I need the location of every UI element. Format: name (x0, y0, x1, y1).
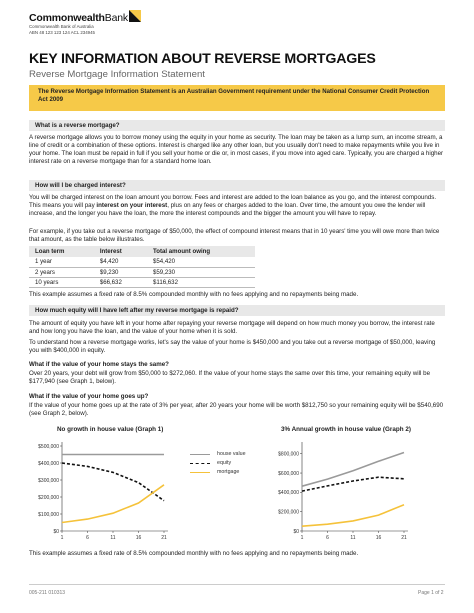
section-heading-charged: How will I be charged interest? (29, 180, 445, 191)
y-tick-label: $600,000 (278, 470, 299, 477)
table-cell: $59,230 (147, 267, 255, 277)
table-cell: $4,420 (94, 257, 147, 267)
graph1-title: No growth in house value (Graph 1) (57, 426, 164, 433)
x-tick-label: 16 (135, 535, 142, 541)
graph2-chart (264, 436, 414, 548)
graph2-title: 3% Annual growth in house value (Graph 2) (281, 426, 411, 433)
page-subtitle: Reverse Mortgage Information Statement (29, 69, 205, 80)
table-cell: 1 year (29, 257, 94, 267)
y-tick-label: $200,000 (278, 509, 299, 516)
legend-swatch-house (190, 454, 210, 455)
x-tick-label: 21 (401, 535, 407, 541)
y-tick-label: $300,000 (38, 477, 59, 484)
x-tick-label: 6 (326, 535, 329, 541)
y-tick-label: $200,000 (38, 494, 59, 501)
table-row (29, 257, 255, 267)
legend-swatch-equity (190, 463, 210, 464)
legend-item-equity (190, 459, 270, 468)
section-text-equity: The amount of equity you have left in your home after repaying your reverse mortgage will depend on how much money you borrow, the interest rate and how long you have the loan, and the value of your home when it is sold. (29, 320, 435, 335)
bank-logo-icon (129, 10, 141, 22)
bank-details-line2: ABN 48 123 123 124 ACL 234945 (29, 29, 95, 35)
legend-label-equity: equity (217, 460, 232, 466)
y-tick-label: $100,000 (38, 511, 59, 518)
table-cell: 2 years (29, 267, 94, 277)
legend-label-house: house value (217, 451, 246, 457)
section-text-what: A reverse mortgage allows you to borrow money using the equity in your home as security. The loan may be taken as a lump sum, an income stream, a line of credit or a combination of these options. Interest is charged like any other loan, but you usually don't need to make repayments while you live in your home. The loan must be repaid in full if you sell your home or die or, in most cases, if you move into aged care. Typically, you are charged a higher interest rate on a reverse mortgage than for a standard home loan. (29, 134, 444, 165)
subheading-same-value: What if the value of your home stays the same? (29, 361, 169, 368)
page-title: KEY INFORMATION ABOUT REVERSE MORTGAGES (29, 51, 376, 67)
section-text-equity-example: To understand how a reverse mortgage works, let's say the value of your home is $450,000 and you take out a reverse mortgage of $50,000, leaving you with $400,000 in equity. (29, 339, 436, 354)
text-same-value: Over 20 years, your debt will grow from $50,000 to $272,060. If the value of your home stays the same over this time, your remaining equity will be $177,940 (see Graph 1, below). (29, 370, 431, 385)
government-notice: The Reverse Mortgage Information Statement is an Australian Government requirement under the National Consumer Credit Protection Act 2009 (29, 85, 445, 111)
y-tick-label: $0 (293, 528, 299, 535)
footer-divider (29, 584, 445, 585)
x-tick-label: 11 (350, 535, 356, 541)
section-heading-what: What is a reverse mortgage? (29, 120, 445, 131)
equity-line (302, 477, 404, 491)
text-value-up: If the value of your home goes up at the rate of 3% per year, after 20 years your home will be worth $812,750 so your remaining equity will be $540,690 (see Graph 2, below). (29, 402, 444, 417)
x-tick-label: 11 (110, 535, 116, 541)
table-cell: $66,632 (94, 277, 147, 287)
graph1-chart (24, 436, 174, 548)
table-row (29, 267, 255, 277)
table-cell: $54,420 (147, 257, 255, 267)
table-cell: $116,632 (147, 277, 255, 287)
x-tick-label: 16 (375, 535, 382, 541)
bank-details-line1: Commonwealth Bank of Australia (29, 24, 94, 29)
page-number: Page 1 of 2 (418, 590, 444, 596)
subheading-value-up: What if the value of your home goes up? (29, 393, 149, 400)
table-header-row (29, 246, 255, 257)
table-cell: $9,230 (94, 267, 147, 277)
bank-logo-text: CommonwealthBank (29, 12, 128, 24)
graph-note: This example assumes a fixed rate of 8.5% compounded monthly with no fees applying and no repayments being made. (29, 550, 359, 557)
bank-header (29, 12, 449, 44)
x-tick-label: 1 (300, 535, 304, 541)
graph-legend (190, 450, 270, 477)
y-tick-label: $400,000 (38, 460, 59, 467)
x-tick-label: 1 (60, 535, 64, 541)
legend-item-mortgage (190, 468, 270, 477)
table-row (29, 277, 255, 287)
loan-table (29, 246, 255, 288)
section-text-charged: You will be charged interest on the loan amount you borrow. Fees and interest are added to the loan balance as you go, and the interest compounds. This means you will pay interest on your interest, plus on any fees or charges added to the loan. Over time, the amount you owe the lender will increase, and the longer you have the loan, the more the interest compounds and the bigger the amount you will have to repay. (29, 194, 437, 217)
section-heading-equity: How much equity will I have left after my reverse mortgage is repaid? (29, 305, 445, 316)
table-header: Total amount owing (147, 246, 255, 257)
mortgage-line (302, 505, 404, 527)
legend-swatch-mortgage (190, 472, 210, 473)
y-tick-label: $0 (53, 528, 59, 535)
x-tick-label: 6 (86, 535, 89, 541)
table-cell: 10 years (29, 277, 94, 287)
footer-code: 005-211 010313 (29, 590, 66, 596)
y-tick-label: $500,000 (38, 443, 59, 450)
table-note: This example assumes a fixed rate of 8.5% compounded monthly with no fees applying and no repayments being made. (29, 291, 359, 298)
legend-label-mortgage: mortgage (217, 469, 240, 475)
section-text-charged-example: For example, if you take out a reverse mortgage of $50,000, the effect of compound interest means that in 10 years' time you will owe more than twice that amount, as the table below illustrates. (29, 228, 440, 243)
y-tick-label: $800,000 (278, 451, 299, 458)
x-tick-label: 21 (161, 535, 167, 541)
table-header: Interest (94, 246, 147, 257)
table-header: Loan term (29, 246, 94, 257)
legend-item-house (190, 450, 270, 459)
y-tick-label: $400,000 (278, 490, 299, 497)
